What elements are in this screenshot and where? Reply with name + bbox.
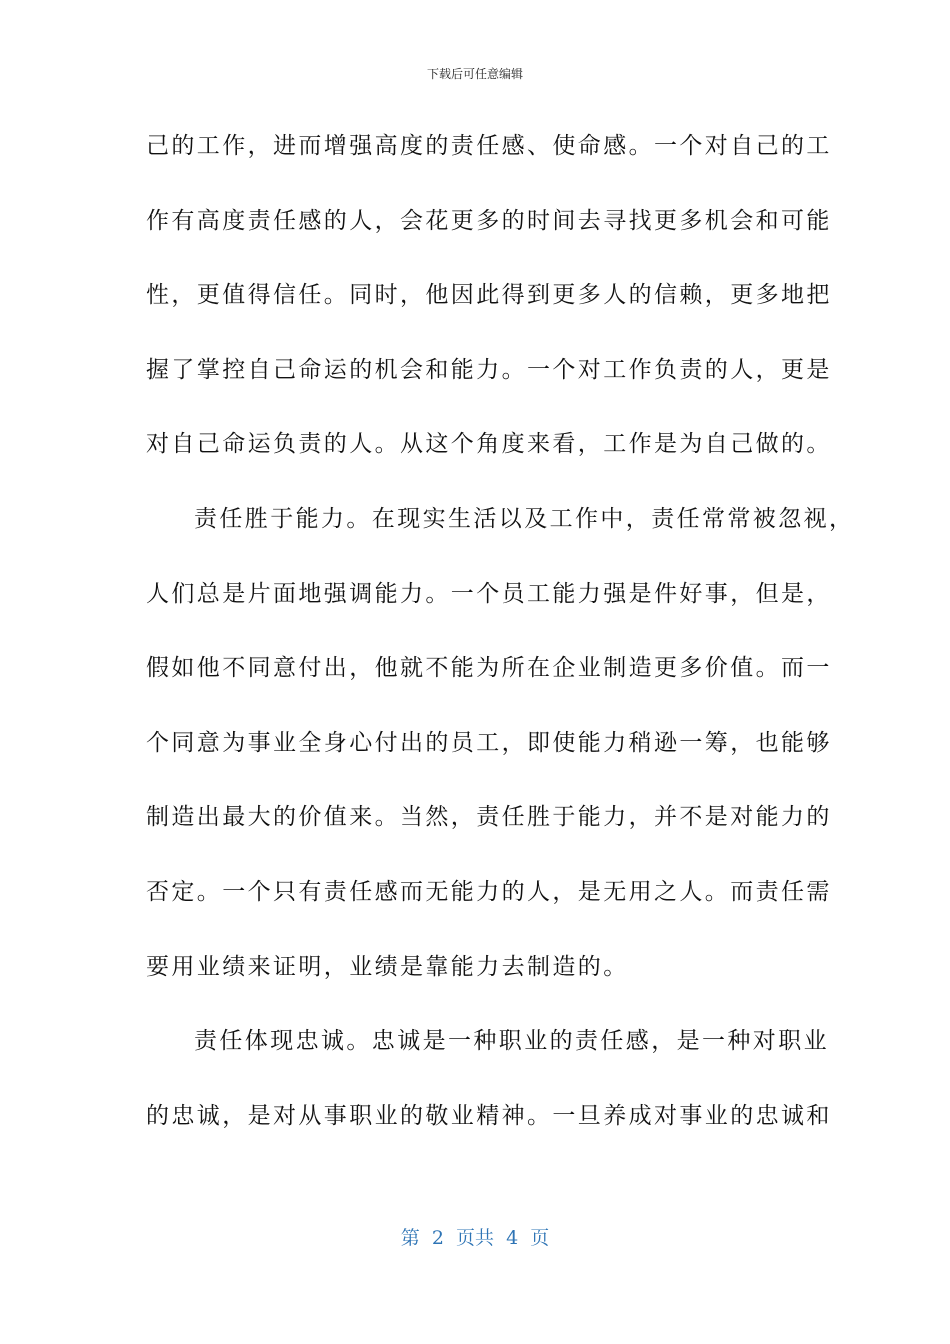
text-line: 对自己命运负责的人。从这个角度来看，工作是为自己做的。 — [146, 431, 832, 458]
page-header: 下载后可任意编辑 — [426, 67, 523, 81]
text-line: 否定。一个只有责任感而无能力的人，是无用之人。而责任需 — [146, 878, 832, 905]
document-body — [146, 126, 855, 1170]
text-line: 人们总是片面地强调能力。一个员工能力强是件好事，但是， — [146, 580, 832, 607]
text-line: 握了掌控自己命运的机会和能力。一个对工作负责的人，更是 — [146, 356, 832, 383]
text-line: 作有高度责任感的人，会花更多的时间去寻找更多机会和可能 — [146, 207, 832, 234]
page-number-footer: 第 2 页共 4 页 — [400, 1227, 550, 1249]
paragraph-first-line: 责任体现忠诚。忠诚是一种职业的责任感，是一种对职业 — [194, 1028, 829, 1055]
text-line: 性，更值得信任。同时，他因此得到更多人的信赖，更多地把 — [146, 282, 832, 309]
text-line: 要用业绩来证明，业绩是靠能力去制造的。 — [146, 953, 629, 980]
text-line: 假如他不同意付出，他就不能为所在企业制造更多价值。而一 — [146, 655, 832, 682]
paragraph-first-line: 责任胜于能力。在现实生活以及工作中，责任常常被忽视， — [194, 505, 855, 532]
text-line: 个同意为事业全身心付出的员工，即使能力稍逊一筹，也能够 — [146, 729, 832, 756]
text-line: 的忠诚，是对从事职业的敬业精神。一旦养成对事业的忠诚和 — [146, 1102, 832, 1129]
text-line: 己的工作，进而增强高度的责任感、使命感。一个对自己的工 — [146, 133, 832, 159]
text-line: 制造出最大的价值来。当然，责任胜于能力，并不是对能力的 — [146, 804, 832, 831]
